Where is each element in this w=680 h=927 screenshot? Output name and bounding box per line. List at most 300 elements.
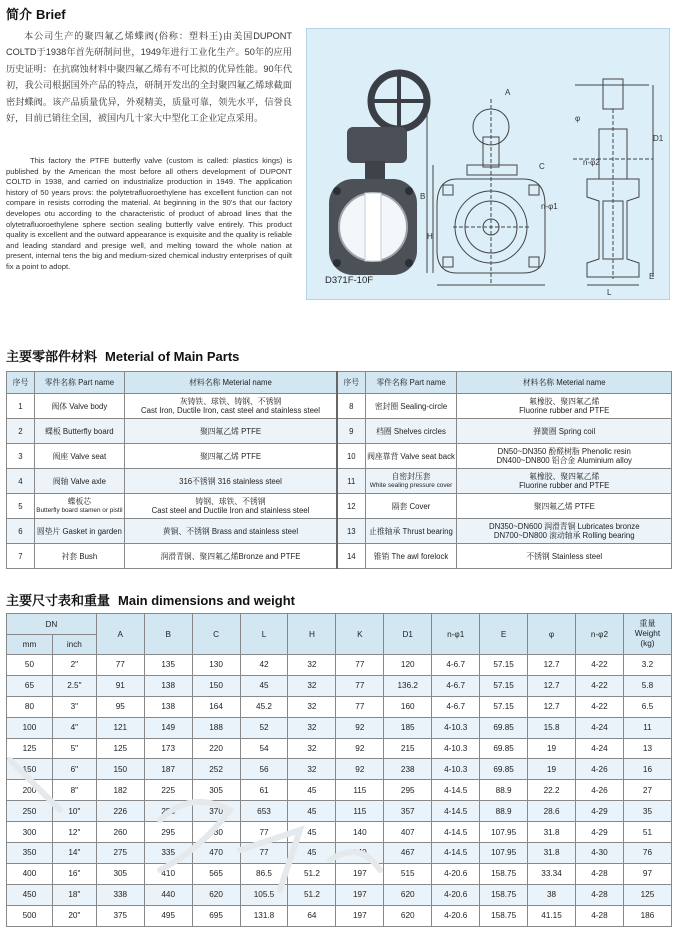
part-material <box>124 444 337 469</box>
header-weight-unit: (kg) <box>640 639 655 648</box>
dims-cell: 653 <box>240 801 288 822</box>
dims-cell: 32 <box>288 655 336 676</box>
dims-cell: 6.5 <box>623 696 671 717</box>
material-line: 灰铸铁、球铁、铸钢、不锈钢 <box>179 397 282 406</box>
header-l: L <box>240 614 288 655</box>
dims-row <box>7 863 672 884</box>
dims-cell: 450 <box>7 884 53 905</box>
header-b: B <box>144 614 192 655</box>
dims-cell: 3" <box>52 696 96 717</box>
header-material: 材料名称 Meterial name <box>124 372 337 394</box>
dims-header-row <box>7 614 672 635</box>
dims-cell: 4-22 <box>576 675 624 696</box>
dims-cell: 138 <box>144 675 192 696</box>
part-name-line: 隔套 Cover <box>391 501 431 511</box>
dims-cell: 620 <box>384 905 432 926</box>
side-view-drawing <box>573 79 653 285</box>
dims-cell: 15.8 <box>528 717 576 738</box>
dims-cell: 56 <box>240 759 288 780</box>
dims-cell: 135 <box>144 655 192 676</box>
dims-cell: 4-6.7 <box>432 655 480 676</box>
dims-cell: 2.5" <box>52 675 96 696</box>
dims-cell: 255 <box>144 801 192 822</box>
dims-cell: 121 <box>96 717 144 738</box>
dims-cell: 4-20.6 <box>432 905 480 926</box>
material-line: 聚四氟乙烯 PTFE <box>199 426 262 436</box>
dims-cell: 140 <box>336 822 384 843</box>
brief-title <box>6 4 66 23</box>
valve-photo <box>329 73 427 275</box>
dims-cell: 4-28 <box>576 884 624 905</box>
dims-cell: 375 <box>96 905 144 926</box>
brief-title-cn: 简介 <box>6 7 33 22</box>
parts-row <box>7 494 672 519</box>
header-n-phi1: n-φ1 <box>432 614 480 655</box>
dims-cell: 41.15 <box>528 905 576 926</box>
dims-cell: 620 <box>192 884 240 905</box>
dims-cell: 565 <box>192 863 240 884</box>
dims-cell: 107.95 <box>480 822 528 843</box>
part-name <box>34 444 124 469</box>
header-h: H <box>288 614 336 655</box>
dims-cell: 12.7 <box>528 655 576 676</box>
dims-cell: 260 <box>96 822 144 843</box>
dims-cell: 65 <box>7 675 53 696</box>
dims-cell: 4-29 <box>576 822 624 843</box>
header-inch: inch <box>52 635 96 655</box>
dims-row <box>7 696 672 717</box>
dims-cell: 215 <box>384 738 432 759</box>
part-no: 1 <box>7 394 35 419</box>
dims-cell: 150 <box>96 759 144 780</box>
dims-row <box>7 905 672 926</box>
dims-cell: 32 <box>288 738 336 759</box>
dims-table <box>6 613 672 927</box>
dims-cell: 51.2 <box>288 884 336 905</box>
dims-cell: 4-26 <box>576 780 624 801</box>
dims-cell: 45.2 <box>240 696 288 717</box>
dims-cell: 164 <box>192 696 240 717</box>
dims-cell: 495 <box>144 905 192 926</box>
dims-cell: 100 <box>7 717 53 738</box>
part-name <box>34 544 124 569</box>
material-line: Fluorine rubber and PTFE <box>519 406 610 415</box>
part-material <box>457 519 672 544</box>
parts-title-en: Meterial of Main Parts <box>105 349 240 364</box>
part-name <box>365 519 457 544</box>
material-line: 316不锈钢 316 stainless steel <box>179 476 282 486</box>
dims-cell: 27 <box>623 780 671 801</box>
dims-cell: 20" <box>52 905 96 926</box>
part-material <box>457 469 672 494</box>
dims-row <box>7 675 672 696</box>
dim-label-e: E <box>649 272 655 281</box>
dims-title-en: Main dimensions and weight <box>118 593 295 608</box>
part-name-line: 阀轴 Valve axle <box>52 476 106 486</box>
valve-model-label: D371F-10F <box>325 275 374 286</box>
header-part: 零件名称 Part name <box>34 372 124 394</box>
dims-cell: 2" <box>52 655 96 676</box>
material-line: DN50~DN350 酚醛树脂 Phenolic resin <box>497 447 631 456</box>
dim-label-h: H <box>427 232 433 241</box>
parts-header-row <box>7 372 672 394</box>
dim-label-b: B <box>420 192 426 201</box>
dims-cell: 45 <box>240 675 288 696</box>
dims-cell: 12.7 <box>528 675 576 696</box>
header-phi: φ <box>528 614 576 655</box>
dims-cell: 158.75 <box>480 863 528 884</box>
part-name <box>365 544 457 569</box>
dims-cell: 31.8 <box>528 822 576 843</box>
dims-cell: 18" <box>52 884 96 905</box>
dims-cell: 45 <box>288 843 336 864</box>
part-name-line: 蝶板芯 <box>67 497 92 506</box>
part-name-line: 锥销 The awl forelock <box>373 551 449 561</box>
dims-row <box>7 884 672 905</box>
dims-cell: 77 <box>336 696 384 717</box>
brief-title-en: Brief <box>36 7 66 22</box>
dims-cell: 80 <box>7 696 53 717</box>
dims-cell: 125 <box>96 738 144 759</box>
dims-cell: 92 <box>336 717 384 738</box>
dims-cell: 188 <box>192 717 240 738</box>
dim-label-n-phi1: n-φ1 <box>541 202 558 211</box>
dims-cell: 45 <box>288 780 336 801</box>
dims-cell: 695 <box>192 905 240 926</box>
header-k: K <box>336 614 384 655</box>
dims-cell: 300 <box>7 822 53 843</box>
dims-cell: 4-14.5 <box>432 843 480 864</box>
dims-cell: 45 <box>288 822 336 843</box>
dim-label-phi: φ <box>575 114 581 123</box>
dims-cell: 182 <box>96 780 144 801</box>
dims-cell: 4-10.3 <box>432 717 480 738</box>
dims-cell: 197 <box>336 863 384 884</box>
dims-cell: 32 <box>288 759 336 780</box>
part-material <box>457 494 672 519</box>
dim-label-d1: D1 <box>653 134 664 143</box>
part-no: 10 <box>337 444 365 469</box>
dims-cell: 77 <box>336 655 384 676</box>
brief-en-text: This factory the PTFE butterfly valve (custom is called: plastics kings) is published by the American the most before all others development of DUPONT COLTD in 1938, and carried on industrialize production in 1949. The application history of 50 years provs: the polytetrafluoroethylene has excellent function can not compare in resists corroding the material. At beginning in the 90's that our factory developes otu according to the characteristic of product of abroad lines that the olytetrafluoroethylene sphere section sealing butterfly valve entirely. This product quality is excellent and the outward appearance is exquisite and the quality is reliable and leading standard and presige well, and melting toward the whole nation at present, internal tens the big and medium-sized chemical industry enterprises of quilt fix a point to adopt. <box>6 156 292 271</box>
dims-cell: 88.9 <box>480 780 528 801</box>
part-name-line: 阀座 Valve seat <box>52 451 107 461</box>
dims-cell: 61 <box>240 780 288 801</box>
valve-drawing <box>307 29 669 299</box>
dims-cell: 220 <box>192 738 240 759</box>
dims-cell: 4-29 <box>576 801 624 822</box>
part-name-line: 圆垫片 Gasket in garden <box>36 526 122 536</box>
part-name-line: 档圈 Shelves circles <box>376 426 446 436</box>
dims-cell: 515 <box>384 863 432 884</box>
dims-cell: 4-6.7 <box>432 675 480 696</box>
dims-cell: 4-6.7 <box>432 696 480 717</box>
dims-cell: 357 <box>384 801 432 822</box>
dims-cell: 400 <box>7 863 53 884</box>
part-name-en-line: Butterfly board stamen or pistil <box>36 507 123 514</box>
dims-cell: 4-14.5 <box>432 801 480 822</box>
dims-cell: 4-24 <box>576 738 624 759</box>
dims-cell: 92 <box>336 759 384 780</box>
header-material: 材料名称 Meterial name <box>457 372 672 394</box>
dims-cell: 500 <box>7 905 53 926</box>
dims-cell: 226 <box>96 801 144 822</box>
dims-cell: 42 <box>240 655 288 676</box>
dims-cell: 120 <box>384 655 432 676</box>
dims-cell: 185 <box>384 717 432 738</box>
material-line: 弹簧圈 Spring coil <box>533 426 596 436</box>
dims-cell: 4-20.6 <box>432 884 480 905</box>
dims-cell: 33.34 <box>528 863 576 884</box>
part-no: 9 <box>337 419 365 444</box>
parts-title-cn: 主要零部件材料 <box>6 349 98 364</box>
dims-cell: 150 <box>192 675 240 696</box>
dims-cell: 173 <box>144 738 192 759</box>
part-no: 5 <box>7 494 35 519</box>
header-weight <box>623 614 671 655</box>
dims-cell: 16 <box>623 759 671 780</box>
dims-cell: 158.75 <box>480 884 528 905</box>
material-line: 铸钢、球铁、不锈钢 <box>195 497 266 506</box>
part-name <box>34 494 124 519</box>
part-material <box>457 444 672 469</box>
dims-cell: 250 <box>7 801 53 822</box>
header-c: C <box>192 614 240 655</box>
material-line: Cast Iron, Ductile Iron, cast steel and stainless steel <box>141 406 320 415</box>
dims-cell: 187 <box>144 759 192 780</box>
front-view-drawing <box>427 99 545 285</box>
part-name <box>34 419 124 444</box>
dims-cell: 50 <box>7 655 53 676</box>
parts-row <box>7 519 672 544</box>
header-no: 序号 <box>7 372 35 394</box>
dimension-labels <box>420 88 664 297</box>
header-dn: DN <box>7 614 97 635</box>
dims-cell: 4-24 <box>576 717 624 738</box>
dims-cell: 45 <box>288 801 336 822</box>
dims-cell: 8" <box>52 780 96 801</box>
header-mm: mm <box>7 635 53 655</box>
parts-row <box>7 444 672 469</box>
dims-cell: 470 <box>192 843 240 864</box>
dims-cell: 97 <box>623 863 671 884</box>
part-name-line: 衬套 Bush <box>61 551 98 561</box>
part-no: 11 <box>337 469 365 494</box>
dims-cell: 69.85 <box>480 738 528 759</box>
material-line: Fluorine rubber and PTFE <box>519 481 610 490</box>
dims-cell: 69.85 <box>480 717 528 738</box>
dims-cell: 4-28 <box>576 863 624 884</box>
header-d1: D1 <box>384 614 432 655</box>
dims-cell: 410 <box>144 863 192 884</box>
part-no: 2 <box>7 419 35 444</box>
dims-cell: 88.9 <box>480 801 528 822</box>
material-line: 氟橡胶、聚四氟乙烯 <box>529 472 600 481</box>
dims-cell: 95 <box>96 696 144 717</box>
dims-row <box>7 717 672 738</box>
dims-cell: 440 <box>144 884 192 905</box>
dims-cell: 10" <box>52 801 96 822</box>
part-no: 8 <box>337 394 365 419</box>
part-no: 7 <box>7 544 35 569</box>
part-no: 12 <box>337 494 365 519</box>
header-weight-cn: 重量 <box>639 619 656 628</box>
dims-cell: 125 <box>7 738 53 759</box>
parts-title <box>6 346 239 365</box>
dims-cell: 238 <box>384 759 432 780</box>
dims-cell: 140 <box>336 843 384 864</box>
part-no: 4 <box>7 469 35 494</box>
dims-cell: 12.7 <box>528 696 576 717</box>
dims-cell: 86.5 <box>240 863 288 884</box>
dim-label-n-phi2: n-φ2 <box>583 158 600 167</box>
dims-cell: 4-10.3 <box>432 738 480 759</box>
part-name-line: 阀体 Valve body <box>51 401 108 411</box>
parts-row <box>7 469 672 494</box>
dims-row <box>7 738 672 759</box>
dims-cell: 430 <box>192 822 240 843</box>
dims-cell: 4-22 <box>576 655 624 676</box>
dims-cell: 160 <box>384 696 432 717</box>
dims-cell: 158.75 <box>480 905 528 926</box>
material-line: 润滑青铜、聚四氟乙烯Bronze and PTFE <box>160 551 301 561</box>
dims-cell: 52 <box>240 717 288 738</box>
dims-cell: 77 <box>240 822 288 843</box>
dims-cell: 14" <box>52 843 96 864</box>
dims-cell: 197 <box>336 884 384 905</box>
dims-cell: 91 <box>96 675 144 696</box>
dims-cell: 4-14.5 <box>432 780 480 801</box>
dims-cell: 51.2 <box>288 863 336 884</box>
dims-cell: 4-26 <box>576 759 624 780</box>
dims-cell: 197 <box>336 905 384 926</box>
parts-row <box>7 419 672 444</box>
valve-figure <box>306 28 670 300</box>
part-no: 3 <box>7 444 35 469</box>
part-material <box>457 419 672 444</box>
dims-cell: 92 <box>336 738 384 759</box>
material-line: DN400~DN800 铝合金 Aluminium alloy <box>496 456 632 465</box>
dims-cell: 350 <box>7 843 53 864</box>
dims-cell: 22.2 <box>528 780 576 801</box>
header-e: E <box>480 614 528 655</box>
dims-title-cn: 主要尺寸表和重量 <box>6 593 111 608</box>
part-name <box>365 419 457 444</box>
dims-cell: 335 <box>144 843 192 864</box>
dims-cell: 115 <box>336 801 384 822</box>
part-material <box>457 394 672 419</box>
dim-label-l: L <box>607 288 612 297</box>
material-line: DN350~DN600 润滑青铜 Lubricates bronze <box>488 522 640 531</box>
header-a: A <box>96 614 144 655</box>
dims-cell: 11 <box>623 717 671 738</box>
part-material <box>124 419 337 444</box>
dims-cell: 3.2 <box>623 655 671 676</box>
part-material <box>457 544 672 569</box>
material-line: 黄铜、不锈钢 Brass and stainless steel <box>162 526 299 536</box>
dims-cell: 51 <box>623 822 671 843</box>
part-name <box>34 469 124 494</box>
part-material <box>124 469 337 494</box>
dims-title <box>6 590 295 609</box>
dims-cell: 69.85 <box>480 759 528 780</box>
material-line: 聚四氟乙烯 PTFE <box>533 501 595 511</box>
dims-cell: 4-20.6 <box>432 863 480 884</box>
dims-row <box>7 780 672 801</box>
parts-table <box>6 371 672 569</box>
dims-cell: 252 <box>192 759 240 780</box>
dim-label-c: C <box>539 162 545 171</box>
dims-cell: 115 <box>336 780 384 801</box>
header-n-phi2: n-φ2 <box>576 614 624 655</box>
dims-cell: 57.15 <box>480 675 528 696</box>
dims-cell: 4-28 <box>576 905 624 926</box>
part-name-line: 自密封压套 <box>391 472 431 481</box>
dims-cell: 38 <box>528 884 576 905</box>
dims-cell: 57.15 <box>480 696 528 717</box>
part-name-en-line: White sealing pressure cover <box>369 482 453 489</box>
part-name <box>365 494 457 519</box>
dims-cell: 295 <box>144 822 192 843</box>
parts-row <box>7 544 672 569</box>
dims-cell: 77 <box>336 675 384 696</box>
dims-cell: 200 <box>7 780 53 801</box>
dims-cell: 305 <box>192 780 240 801</box>
dims-cell: 64 <box>288 905 336 926</box>
dims-cell: 138 <box>144 696 192 717</box>
dims-cell: 467 <box>384 843 432 864</box>
part-no: 6 <box>7 519 35 544</box>
dims-cell: 186 <box>623 905 671 926</box>
dims-cell: 130 <box>192 655 240 676</box>
dims-cell: 4-10.3 <box>432 759 480 780</box>
dims-cell: 54 <box>240 738 288 759</box>
part-name <box>365 444 457 469</box>
part-material <box>124 544 337 569</box>
material-line: Cast steel and Ductile Iron and stainless steel <box>151 506 310 515</box>
part-material <box>124 494 337 519</box>
dims-cell: 28.6 <box>528 801 576 822</box>
dims-cell: 225 <box>144 780 192 801</box>
dims-cell: 32 <box>288 696 336 717</box>
part-name <box>34 519 124 544</box>
part-name <box>34 394 124 419</box>
dims-cell: 76 <box>623 843 671 864</box>
dims-cell: 77 <box>240 843 288 864</box>
dims-cell: 32 <box>288 717 336 738</box>
dims-cell: 77 <box>96 655 144 676</box>
dims-cell: 31.8 <box>528 843 576 864</box>
dims-cell: 125 <box>623 884 671 905</box>
dims-cell: 107.95 <box>480 843 528 864</box>
material-line: 不锈钢 Stainless steel <box>526 551 603 561</box>
dims-cell: 57.15 <box>480 655 528 676</box>
dims-cell: 620 <box>384 884 432 905</box>
dims-row <box>7 822 672 843</box>
dims-cell: 407 <box>384 822 432 843</box>
dims-cell: 35 <box>623 801 671 822</box>
dims-cell: 295 <box>384 780 432 801</box>
dims-cell: 131.8 <box>240 905 288 926</box>
header-part: 零件名称 Part name <box>365 372 457 394</box>
part-material <box>124 394 337 419</box>
material-line: DN700~DN800 滚动轴承 Rolling bearing <box>493 531 635 540</box>
part-name-line: 阀座靠背 Valve seat back <box>367 451 455 461</box>
part-name <box>365 469 457 494</box>
dims-cell: 275 <box>96 843 144 864</box>
dims-cell: 105.5 <box>240 884 288 905</box>
dims-cell: 4-14.5 <box>432 822 480 843</box>
